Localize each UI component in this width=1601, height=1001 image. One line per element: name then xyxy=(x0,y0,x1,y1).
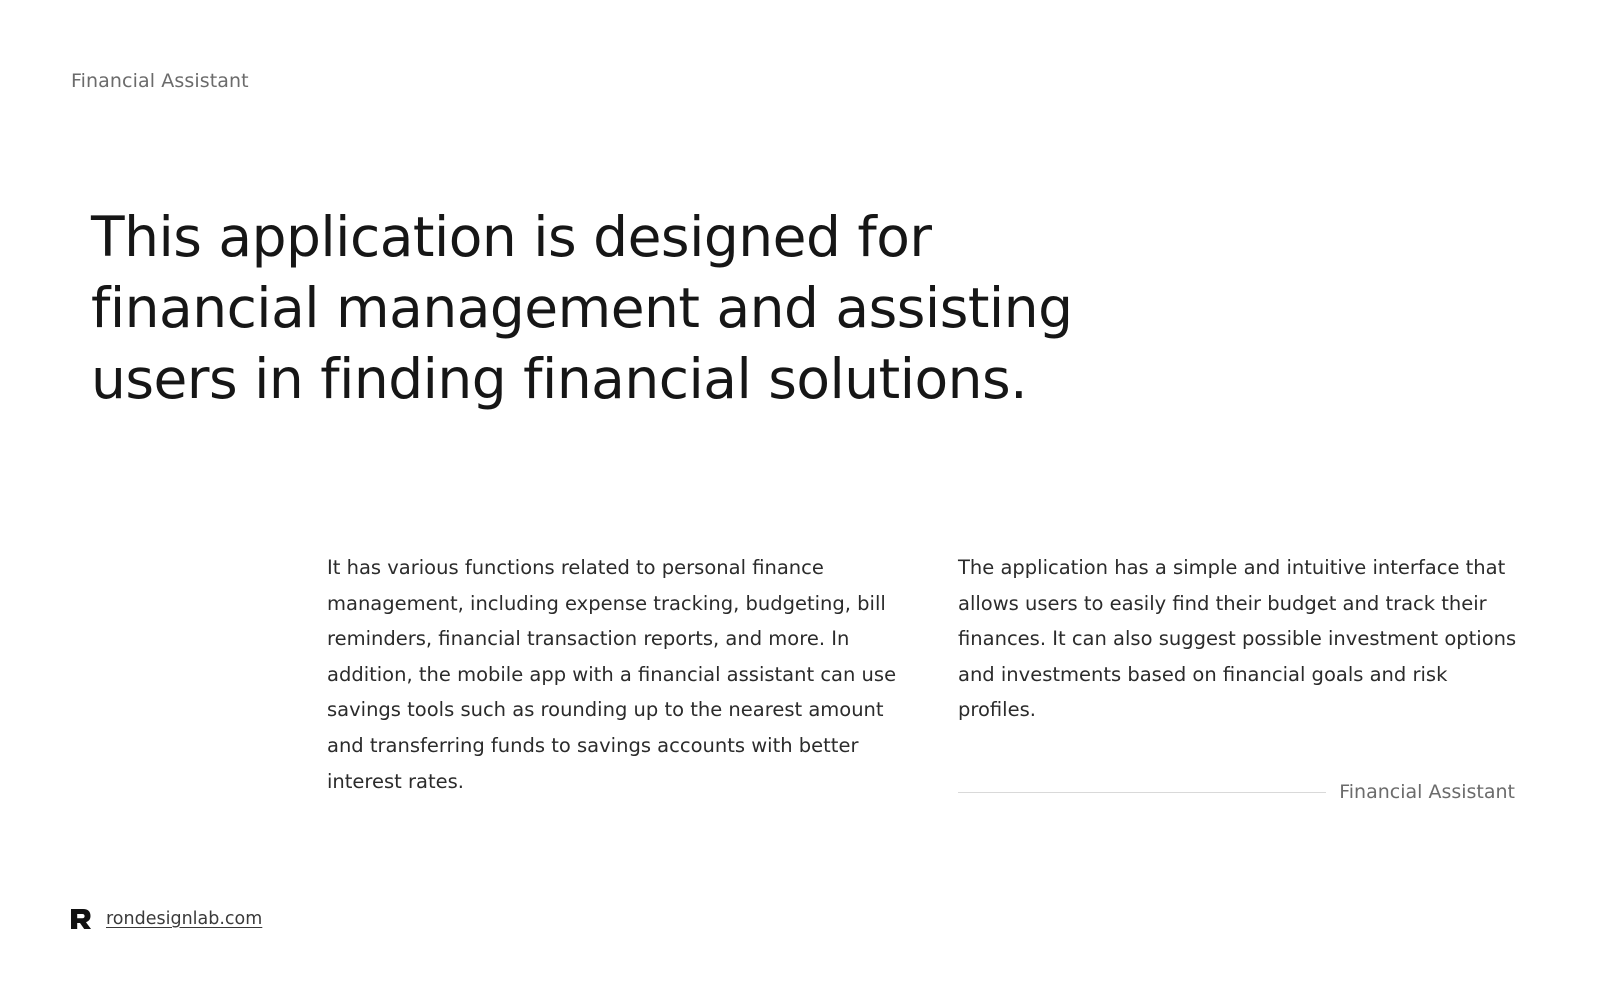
paragraph-right: The application has a simple and intuitive interface that allows users to easily find their budget and track their finances. It can also suggest possible investment options and investments based on financial goals and risk profiles. xyxy=(958,556,1517,722)
page-label-top: Financial Assistant xyxy=(71,70,249,92)
paragraph-left: It has various functions related to personal finance management, including expense tracking, budgeting, bill reminders, financial transaction reports, and more. In addition, the mobile app with a financial assistant can use savings tools such as rounding up to the nearest amount and transferring funds to savings accounts with better interest rates. xyxy=(327,556,897,793)
footer xyxy=(70,908,262,930)
r-logo-icon xyxy=(70,908,92,930)
divider-line xyxy=(958,792,1326,793)
website-link[interactable]: rondesignlab.com xyxy=(106,909,263,929)
headline: This application is designed for financial management and assisting users in finding financial solutions. xyxy=(91,205,1073,411)
page-label-bottom: Financial Assistant xyxy=(1339,781,1515,803)
